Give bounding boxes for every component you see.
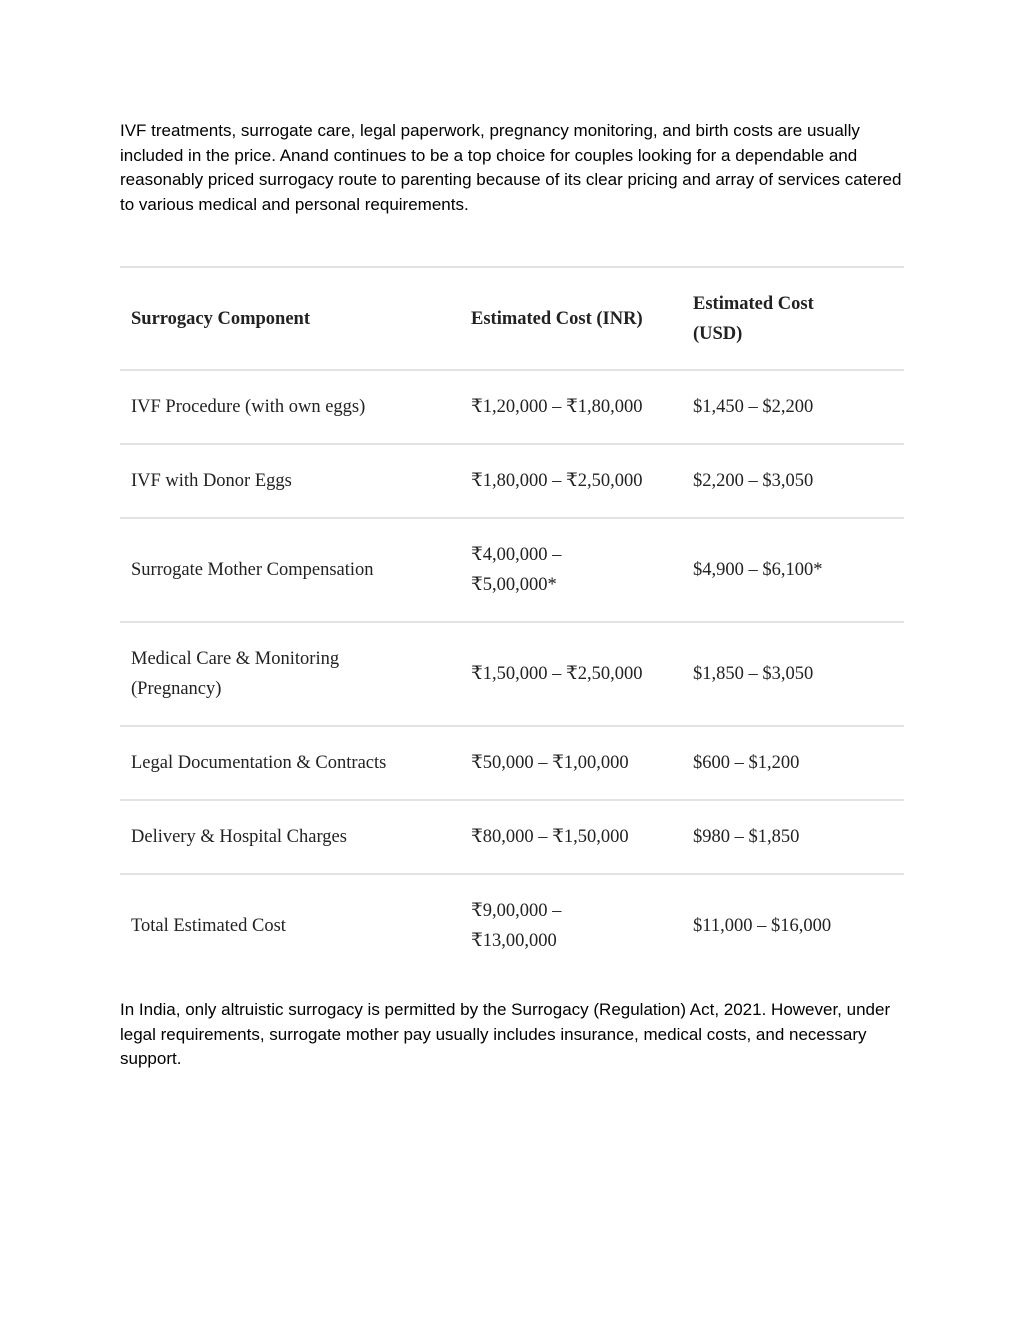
cell-usd: $1,450 – $2,200	[693, 397, 814, 417]
cell-inr: ₹80,000 – ₹1,50,000	[471, 827, 629, 847]
table-row	[120, 444, 904, 518]
cell-component: Delivery & Hospital Charges	[131, 827, 347, 847]
cell-usd: $1,850 – $3,050	[693, 664, 814, 684]
table-row	[120, 800, 904, 874]
cell-inr: ₹1,80,000 – ₹2,50,000	[471, 471, 643, 491]
outro-paragraph: In India, only altruistic surrogacy is permitted by the Surrogacy (Regulation) Act, 2021. However, under legal requirements, surrogate mother pay usually includes insurance, medical costs, and necessary support.	[120, 1000, 891, 1068]
header-inr: Estimated Cost (INR)	[471, 308, 643, 329]
cell-component: IVF with Donor Eggs	[131, 471, 292, 491]
header-usd: Estimated Cost (USD)	[693, 293, 814, 344]
surrogacy-cost-table	[120, 266, 904, 977]
table-row	[120, 622, 904, 726]
cell-inr: ₹1,20,000 – ₹1,80,000	[471, 397, 643, 417]
cell-usd: $2,200 – $3,050	[693, 471, 814, 491]
cell-usd: $600 – $1,200	[693, 753, 800, 773]
cell-usd: $4,900 – $6,100*	[693, 560, 823, 580]
cell-component: Surrogate Mother Compensation	[131, 560, 374, 580]
cell-usd: $980 – $1,850	[693, 827, 800, 847]
table-row	[120, 370, 904, 444]
cell-component: Legal Documentation & Contracts	[131, 753, 387, 773]
cell-inr: ₹4,00,000 – ₹5,00,000*	[471, 545, 562, 595]
table-row	[120, 518, 904, 622]
cell-component: IVF Procedure (with own eggs)	[131, 397, 366, 417]
table-header-row	[120, 267, 904, 370]
cell-usd: $11,000 – $16,000	[693, 916, 832, 936]
header-component: Surrogacy Component	[131, 308, 311, 329]
cell-inr: ₹9,00,000 – ₹13,00,000	[471, 901, 562, 951]
table-row	[120, 726, 904, 800]
cell-component: Medical Care & Monitoring (Pregnancy)	[131, 649, 340, 699]
cell-inr: ₹50,000 – ₹1,00,000	[471, 753, 629, 773]
cell-inr: ₹1,50,000 – ₹2,50,000	[471, 664, 643, 684]
table-row-total	[120, 874, 904, 977]
intro-paragraph: IVF treatments, surrogate care, legal paperwork, pregnancy monitoring, and birth costs are usually included in the price. Anand continues to be a top choice for couples looking for a dependable and reasonably priced surrogacy route to parenting because of its clear pricing and array of services catered to various medical and personal requirements.	[120, 121, 902, 214]
cell-component: Total Estimated Cost	[131, 916, 286, 936]
